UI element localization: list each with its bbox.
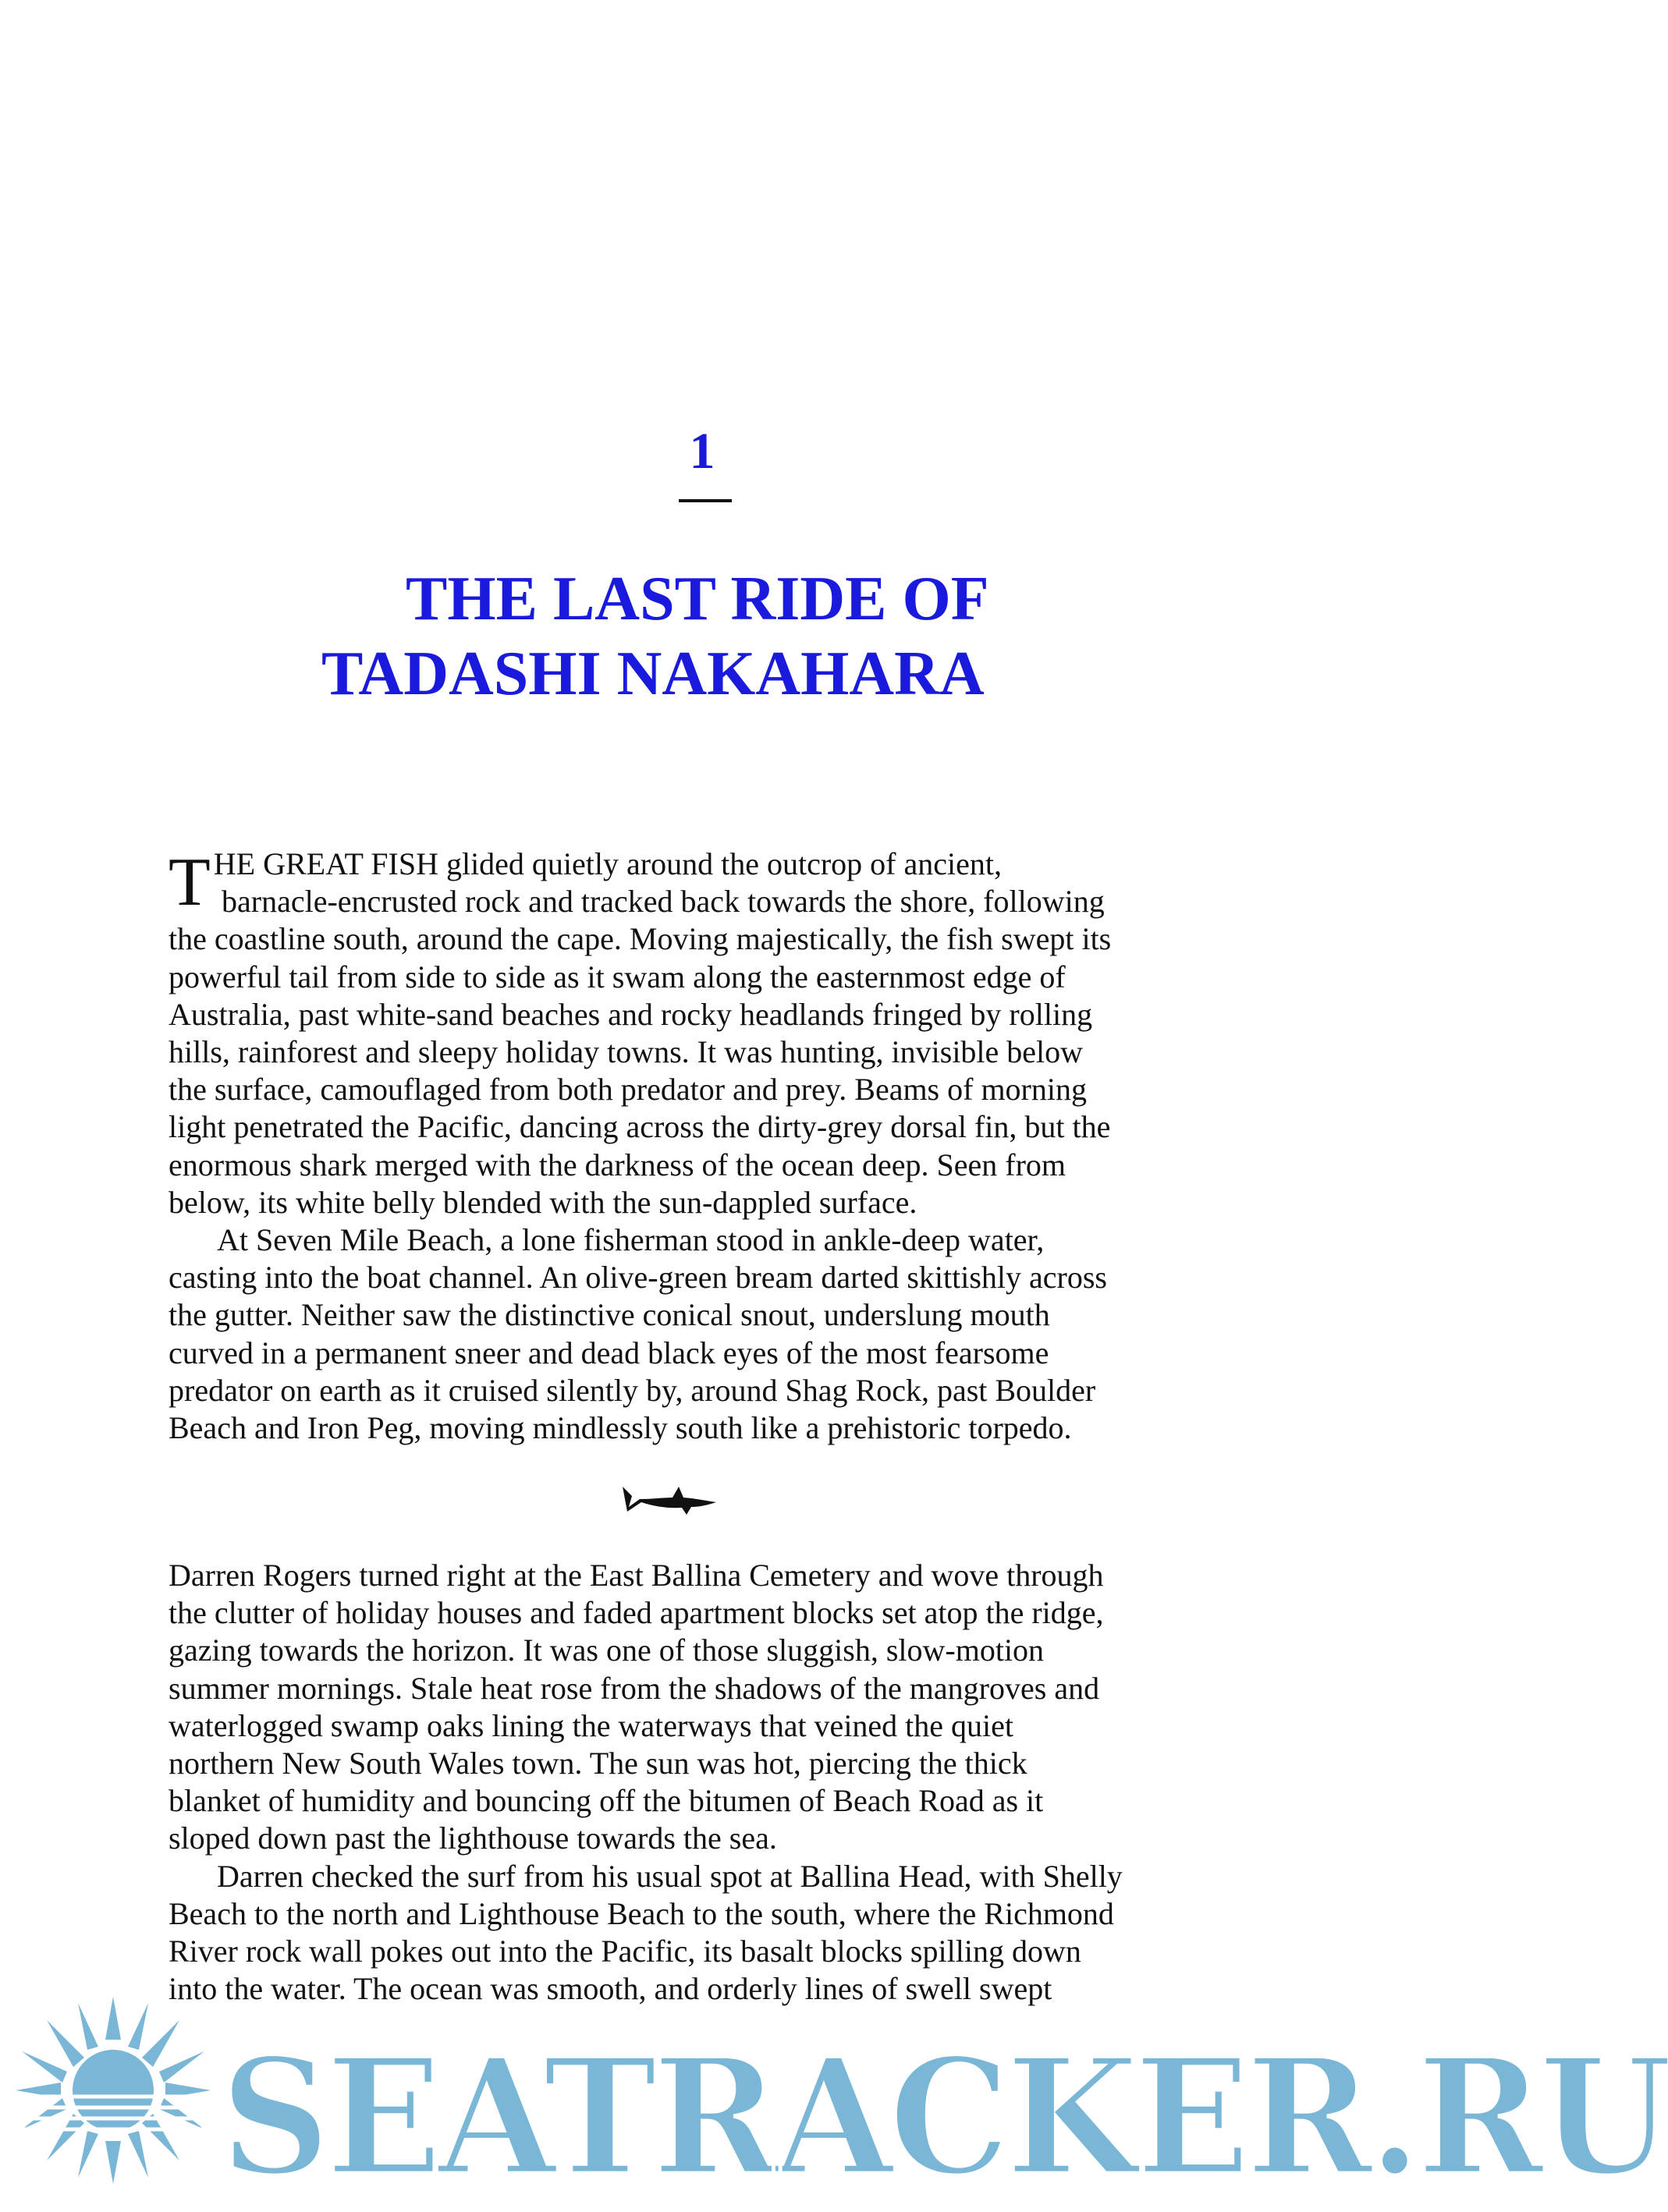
text-line: waterlogged swamp oaks lining the waterways that veined the quiet — [169, 1707, 1014, 1743]
chapter-title-line-1: THE LAST RIDE OF — [406, 565, 989, 633]
paragraph-3 — [169, 1557, 1183, 1858]
watermark — [16, 1997, 1668, 2212]
text-line: predator on earth as it cruised silently by, around Shag Rock, past Boulder — [169, 1372, 1096, 1408]
text-line: curved in a permanent sneer and dead black eyes of the most fearsome — [169, 1335, 1049, 1370]
text-line: HE GREAT FISH glided quietly around the outcrop of ancient, — [213, 846, 1002, 881]
text-line: enormous shark merged with the darkness of the ocean deep. Seen from — [169, 1147, 1066, 1182]
text-line: the gutter. Neither saw the distinctive conical snout, underslung mouth — [169, 1297, 1050, 1333]
text-line: the clutter of holiday houses and faded apartment blocks set atop the ridge, — [169, 1595, 1104, 1631]
chapter-title-line-2: TADASHI NAKAHARA — [321, 640, 985, 708]
text-line: At Seven Mile Beach, a lone fisherman stood in ankle-deep water, — [217, 1222, 1045, 1258]
text-line: gazing towards the horizon. It was one of those sluggish, slow-motion — [169, 1632, 1045, 1668]
paragraph-1 — [169, 845, 1183, 1221]
text-line: Darren checked the surf from his usual spot at Ballina Head, with Shelly — [217, 1858, 1123, 1894]
text-line: casting into the boat channel. An olive-green bream darted skittishly across — [169, 1260, 1107, 1296]
paragraph-2 — [169, 1221, 1183, 1447]
text-line: sloped down past the lighthouse towards the sea. — [169, 1820, 777, 1856]
sun-icon — [16, 1997, 211, 2184]
text-line: Darren Rogers turned right at the East Ballina Cemetery and wove through — [169, 1558, 1104, 1593]
text-line: light penetrated the Pacific, dancing across the dirty-grey dorsal fin, but the — [169, 1109, 1111, 1145]
chapter-number-rule — [679, 499, 732, 502]
drop-cap: T — [169, 845, 211, 920]
paragraph-4 — [169, 1858, 1183, 2008]
text-line: hills, rainforest and sleepy holiday towns. It was hunting, invisible below — [169, 1034, 1084, 1070]
shark-icon — [621, 1476, 718, 1521]
text-line: barnacle-encrusted rock and tracked back towards the shore, following — [222, 884, 1105, 920]
text-line: summer mornings. Stale heat rose from the shadows of the mangroves and — [169, 1670, 1100, 1706]
chapter-title — [296, 562, 1077, 711]
watermark-text: SEATRACKER.RU — [220, 2023, 1668, 2212]
text-line: Beach and Iron Peg, moving mindlessly south like a prehistoric torpedo. — [169, 1410, 1072, 1446]
second-section — [169, 1557, 1183, 2008]
text-line: below, its white belly blended with the sun-dappled surface. — [169, 1184, 917, 1220]
text-line: the surface, camouflaged from both predator and prey. Beams of morning — [169, 1072, 1087, 1108]
opening-section — [169, 845, 1183, 1447]
text-line: northern New South Wales town. The sun was hot, piercing the thick — [169, 1746, 1027, 1781]
text-line: blanket of humidity and bouncing off the bitumen of Beach Road as it — [169, 1783, 1044, 1819]
text-line: Beach to the north and Lighthouse Beach to the south, where the Richmond — [169, 1895, 1114, 1931]
text-line: the coastline south, around the cape. Moving majestically, the fish swept its — [169, 921, 1112, 957]
text-line: River rock wall pokes out into the Pacific, its basalt blocks spilling down — [169, 1934, 1081, 1969]
chapter-number: 1 — [689, 423, 715, 480]
text-line: Australia, past white-sand beaches and rocky headlands fringed by rolling — [169, 996, 1093, 1032]
text-line: into the water. The ocean was smooth, and orderly lines of swell swept — [169, 1971, 1052, 2007]
text-line: powerful tail from side to side as it swam along the easternmost edge of — [169, 959, 1066, 994]
